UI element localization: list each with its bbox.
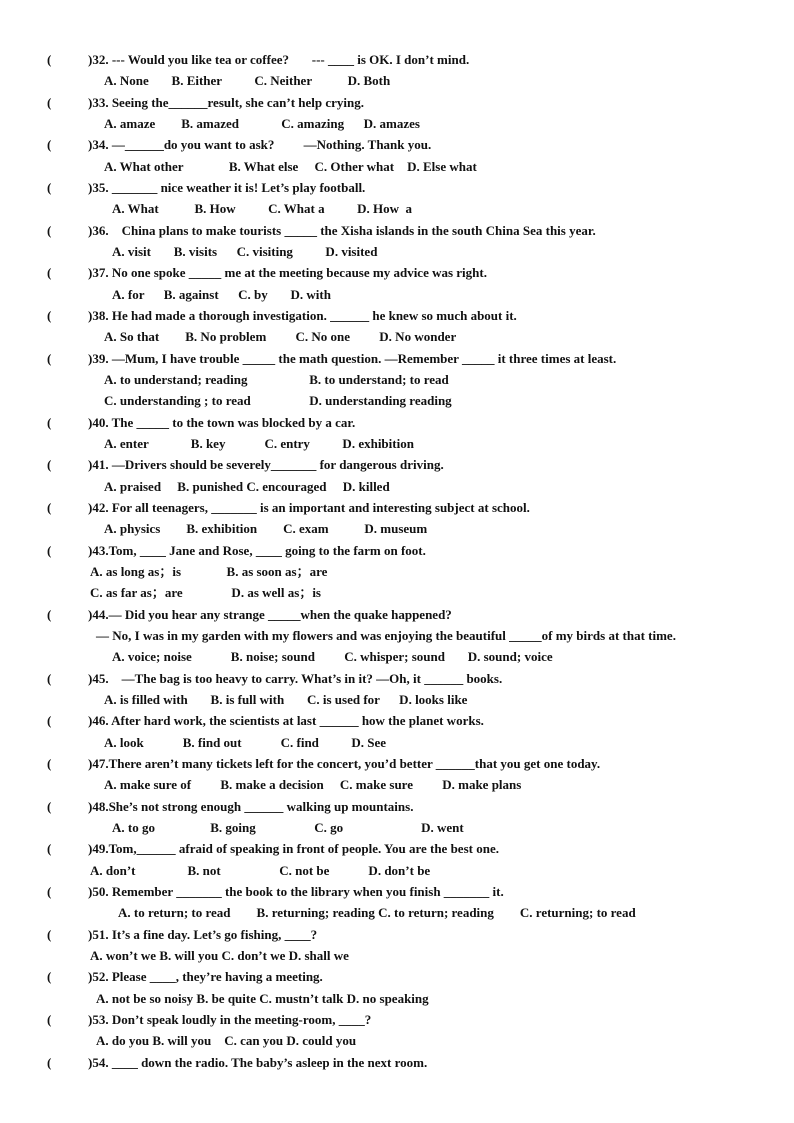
- question-40-options: A. enter B. key C. entry D. exhibition: [104, 436, 414, 451]
- question-40-stem: )40. The _____ to the town was blocked by a car.: [88, 415, 356, 430]
- answer-bracket: (: [47, 927, 52, 942]
- question-39-options-row-2: C. understanding ; to read D. understanding reading: [104, 393, 452, 408]
- question-37-stem: )37. No one spoke _____ me at the meeting because my advice was right.: [88, 265, 487, 280]
- answer-bracket: (: [47, 607, 52, 622]
- question-46-options: A. look B. find out C. find D. See: [104, 735, 387, 750]
- question-45-options: A. is filled with B. is full with C. is used for D. looks like: [104, 692, 468, 707]
- answer-bracket: (: [47, 137, 52, 152]
- question-41-options: A. praised B. punished C. encouraged D. killed: [104, 479, 390, 494]
- answer-bracket: (: [47, 415, 52, 430]
- answer-bracket: (: [47, 52, 52, 67]
- question-36-options: A. visit B. visits C. visiting D. visited: [112, 244, 378, 259]
- question-52-stem: )52. Please ____, they’re having a meeting.: [88, 969, 323, 984]
- question-51-options: A. won’t we B. will you C. don’t we D. shall we: [90, 948, 349, 963]
- answer-bracket: (: [47, 671, 52, 686]
- question-44-stem: )44.— Did you hear any strange _____when the quake happened?: [88, 607, 452, 622]
- question-42-stem: )42. For all teenagers, _______ is an important and interesting subject at school.: [88, 500, 530, 515]
- answer-bracket: (: [47, 841, 52, 856]
- answer-bracket: (: [47, 95, 52, 110]
- question-38-options: A. So that B. No problem C. No one D. No wonder: [104, 329, 457, 344]
- question-34-options: A. What other B. What else C. Other what D. Else what: [104, 159, 477, 174]
- question-32-stem: )32. --- Would you like tea or coffee? --- ____ is OK. I don’t mind.: [88, 52, 470, 67]
- question-37-options: A. for B. against C. by D. with: [112, 287, 331, 302]
- question-43-options-row-2: C. as far as；are D. as well as；is: [90, 585, 321, 600]
- question-33-options: A. amaze B. amazed C. amazing D. amazes: [104, 116, 420, 131]
- answer-bracket: (: [47, 223, 52, 238]
- answer-bracket: (: [47, 351, 52, 366]
- question-47-stem: )47.There aren’t many tickets left for the concert, you’d better ______that you get one today.: [88, 756, 601, 771]
- question-35-options: A. What B. How C. What a D. How a: [112, 201, 412, 216]
- question-54-stem: )54. ____ down the radio. The baby’s asleep in the next room.: [88, 1055, 428, 1070]
- question-48-stem: )48.She’s not strong enough ______ walking up mountains.: [88, 799, 414, 814]
- answer-bracket: (: [47, 543, 52, 558]
- question-51-stem: )51. It’s a fine day. Let’s go fishing, ____?: [88, 927, 318, 942]
- question-33-stem: )33. Seeing the______result, she can’t help crying.: [88, 95, 364, 110]
- question-44-options: A. voice; noise B. noise; sound C. whisper; sound D. sound; voice: [112, 649, 553, 664]
- question-49-stem: )49.Tom,______ afraid of speaking in front of people. You are the best one.: [88, 841, 499, 856]
- answer-bracket: (: [47, 1012, 52, 1027]
- question-50-stem: )50. Remember _______ the book to the library when you finish _______ it.: [88, 884, 504, 899]
- question-43-options-row-1: A. as long as；is B. as soon as；are: [90, 564, 328, 579]
- answer-bracket: (: [47, 457, 52, 472]
- answer-bracket: (: [47, 180, 52, 195]
- question-52-options: A. not be so noisy B. be quite C. mustn’t talk D. no speaking: [96, 991, 429, 1006]
- question-46-stem: )46. After hard work, the scientists at last ______ how the planet works.: [88, 713, 484, 728]
- question-34-stem: )34. —______do you want to ask? —Nothing. Thank you.: [88, 137, 432, 152]
- question-39-stem: )39. —Mum, I have trouble _____ the math question. —Remember _____ it three times at least.: [88, 351, 617, 366]
- answer-bracket: (: [47, 500, 52, 515]
- question-39-options-row-1: A. to understand; reading B. to understand; to read: [104, 372, 449, 387]
- answer-bracket: (: [47, 1055, 52, 1070]
- answer-bracket: (: [47, 756, 52, 771]
- question-43-stem: )43.Tom, ____ Jane and Rose, ____ going to the farm on foot.: [88, 543, 426, 558]
- answer-bracket: (: [47, 265, 52, 280]
- question-53-options: A. do you B. will you C. can you D. could you: [96, 1033, 357, 1048]
- question-49-options: A. don’t B. not C. not be D. don’t be: [90, 863, 431, 878]
- question-53-stem: )53. Don’t speak loudly in the meeting-room, ____?: [88, 1012, 372, 1027]
- question-32-options: A. None B. Either C. Neither D. Both: [104, 73, 391, 88]
- question-44-second-line: — No, I was in my garden with my flowers and was enjoying the beautiful _____of my birds at that time.: [96, 628, 676, 643]
- question-45-stem: )45. —The bag is too heavy to carry. What’s in it? —Oh, it ______ books.: [88, 671, 503, 686]
- question-50-options: A. to return; to read B. returning; reading C. to return; reading C. returning; to read: [118, 905, 636, 920]
- question-41-stem: )41. —Drivers should be severely_______ for dangerous driving.: [88, 457, 444, 472]
- question-47-options: A. make sure of B. make a decision C. make sure D. make plans: [104, 777, 522, 792]
- question-42-options: A. physics B. exhibition C. exam D. museum: [104, 521, 428, 536]
- question-48-options: A. to go B. going C. go D. went: [112, 820, 464, 835]
- answer-bracket: (: [47, 713, 52, 728]
- answer-bracket: (: [47, 799, 52, 814]
- question-36-stem: )36. China plans to make tourists _____ the Xisha islands in the south China Sea this year.: [88, 223, 596, 238]
- answer-bracket: (: [47, 308, 52, 323]
- answer-bracket: (: [47, 884, 52, 899]
- question-38-stem: )38. He had made a thorough investigation. ______ he knew so much about it.: [88, 308, 517, 323]
- question-35-stem: )35. _______ nice weather it is! Let’s play football.: [88, 180, 366, 195]
- answer-bracket: (: [47, 969, 52, 984]
